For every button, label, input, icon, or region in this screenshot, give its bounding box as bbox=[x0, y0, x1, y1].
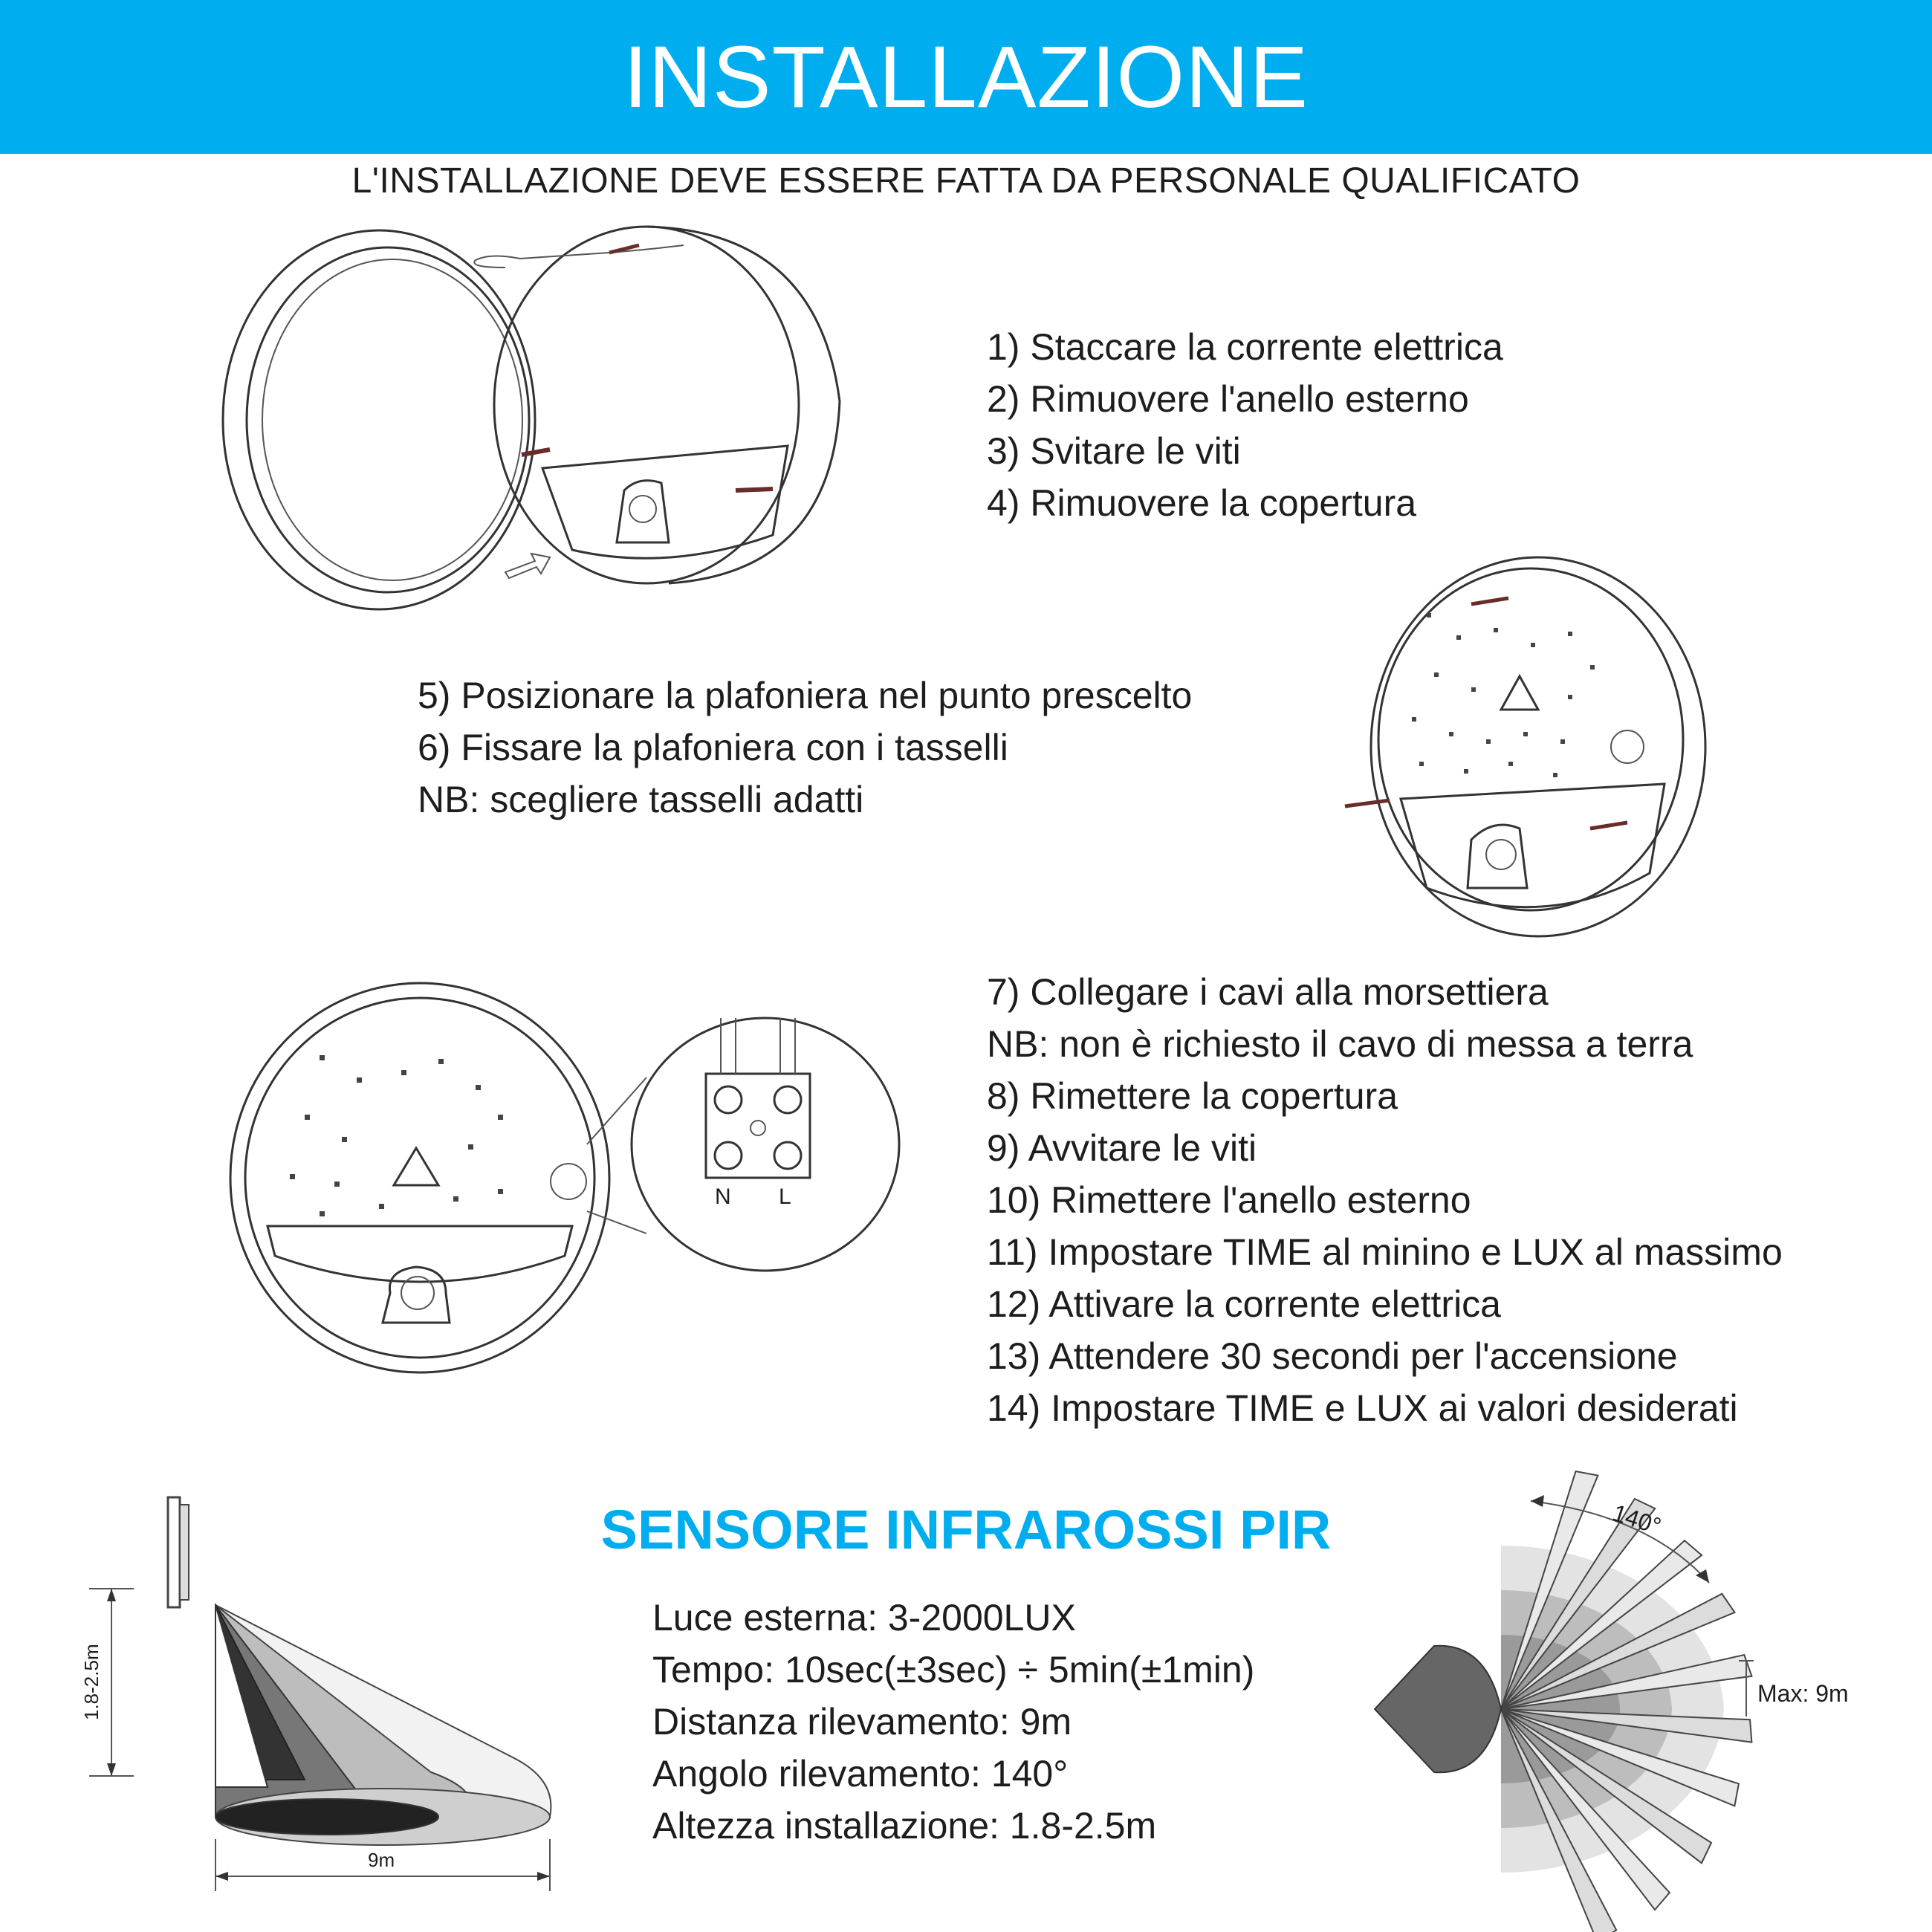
pir-side-view-diagram bbox=[82, 1497, 572, 1891]
warning-subtitle: L'INSTALLAZIONE DEVE ESSERE FATTA DA PERSONALE QUALIFICATO bbox=[351, 161, 1581, 201]
angle-label: 140° bbox=[1609, 1499, 1664, 1540]
illustration-wiring bbox=[230, 988, 899, 1382]
step-item: 9) Avvitare le viti bbox=[987, 1127, 1257, 1169]
title-banner bbox=[0, 0, 1932, 154]
steps-list-1 bbox=[987, 321, 1503, 529]
step-item: 13) Attendere 30 secondi per l'accensione bbox=[987, 1335, 1678, 1377]
step-note: NB: non è richiesto il cavo di messa a terra bbox=[987, 1023, 1693, 1065]
step-item: 4) Rimuovere la copertura bbox=[987, 482, 1417, 524]
step-item: 14) Impostare TIME e LUX ai valori desiderati bbox=[987, 1387, 1738, 1429]
spec-item: Tempo: 10sec(±3sec) ÷ 5min(±1min) bbox=[652, 1649, 1255, 1690]
step-item: 12) Attivare la corrente elettrica bbox=[987, 1283, 1501, 1325]
step-item: 11) Impostare TIME al minino e LUX al massimo bbox=[987, 1231, 1783, 1273]
pir-top-view-diagram bbox=[1375, 1486, 1850, 1932]
terminal-label-neutral: N bbox=[715, 1184, 731, 1209]
spec-item: Angolo rilevamento: 140° bbox=[652, 1753, 1069, 1795]
step-item: 6) Fissare la plafoniera con i tasselli bbox=[418, 727, 1008, 768]
step-note: NB: scegliere tasselli adatti bbox=[418, 779, 864, 820]
step-item: 7) Collegare i cavi alla morsettiera bbox=[987, 971, 1549, 1013]
terminal-label-live: L bbox=[779, 1184, 791, 1209]
spec-item: Altezza installazione: 1.8-2.5m bbox=[652, 1805, 1157, 1847]
page-title: INSTALLAZIONE bbox=[623, 27, 1309, 126]
illustration-mounting bbox=[1345, 561, 1717, 947]
step-item: 1) Staccare la corrente elettrica bbox=[987, 326, 1503, 368]
step-item: 2) Rimuovere l'anello esterno bbox=[987, 378, 1469, 420]
spec-item: Distanza rilevamento: 9m bbox=[652, 1701, 1072, 1743]
pir-section-title: SENSORE INFRAROSSI PIR bbox=[600, 1499, 1332, 1560]
illustration-remove-ring bbox=[223, 223, 862, 639]
spec-item: Luce esterna: 3-2000LUX bbox=[652, 1597, 1076, 1638]
steps-list-2 bbox=[418, 670, 1192, 826]
pir-specs-list bbox=[652, 1592, 1254, 1852]
distance-label: 9m bbox=[368, 1849, 395, 1871]
step-item: 10) Rimettere l'anello esterno bbox=[987, 1179, 1471, 1221]
max-distance-label: Max: 9m bbox=[1757, 1680, 1849, 1707]
height-label: 1.8-2.5m bbox=[80, 1644, 103, 1720]
step-item: 8) Rimettere la copertura bbox=[987, 1075, 1398, 1117]
steps-list-3 bbox=[987, 966, 1783, 1434]
step-item: 3) Svitare le viti bbox=[987, 430, 1241, 472]
step-item: 5) Posizionare la plafoniera nel punto prescelto bbox=[418, 675, 1193, 716]
